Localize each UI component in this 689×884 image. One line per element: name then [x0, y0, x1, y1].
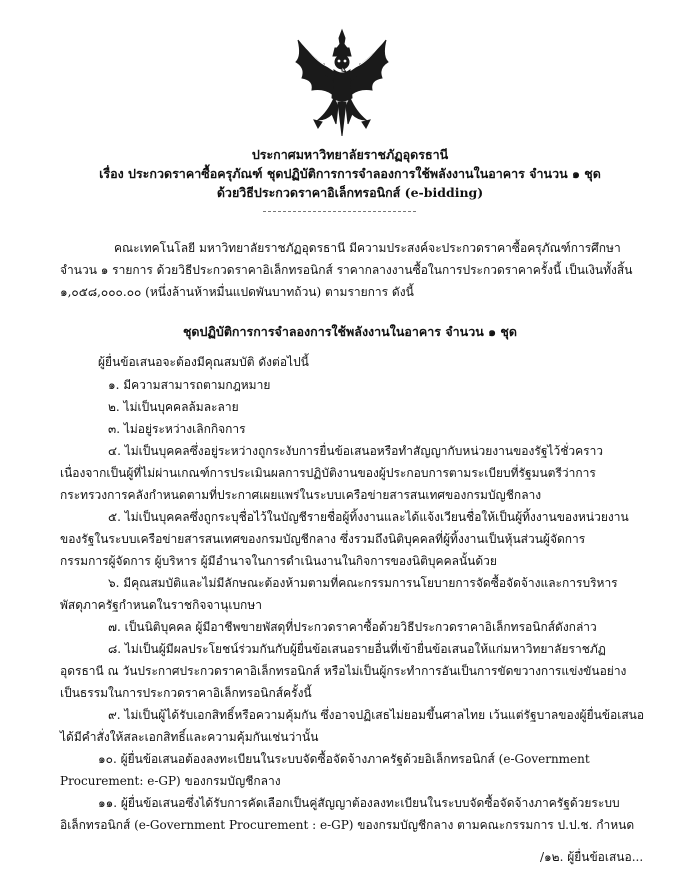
qualification-5-line-3: กรรมการผู้จัดการ ผู้บริหาร ผู้มีอำนาจในการดำเนินงานในกิจการของนิติบุคคลนั้นด้วย [60, 554, 497, 568]
qualification-1: ๑. มีความสามารถตามกฎหมาย [108, 378, 271, 392]
qualification-6-line-1: ๖. มีคุณสมบัติและไม่มีลักษณะต้องห้ามตามที่คณะกรรมการนโยบายการจัดซื้อจัดจ้างและการบริหาร [108, 576, 618, 590]
qualification-2: ๒. ไม่เป็นบุคคลล้มละลาย [108, 400, 239, 414]
intro-line-2: จำนวน ๑ รายการ ด้วยวิธีประกวดราคาอิเล็กทรอนิกส์ ราคากลางงานซื้อในการประกวดราคาครั้งนี้ เป็นเงินทั้งสิ้น [60, 263, 633, 277]
qualification-5-line-2: ของรัฐในระบบเครือข่ายสารสนเทศของกรมบัญชีกลาง ซึ่งรวมถึงนิติบุคคลที่ผู้ทิ้งงานเป็นหุ้นส่วนผู้จัดการ [60, 532, 586, 546]
intro-line-3: ๑,๐๕๘,๐๐๐.๐๐ (หนึ่งล้านห้าหมื่นแปดพันบาทถ้วน) ตามรายการ ดังนี้ [60, 285, 414, 299]
qualification-8-line-2: อุดรธานี ณ วันประกาศประกวดราคาอิเล็กทรอนิกส์ หรือไม่เป็นผู้กระทำการอันเป็นการขัดขวางการแข่งขันอย่าง [60, 664, 627, 678]
qualification-4-line-2: เนื่องจากเป็นผู้ที่ไม่ผ่านเกณฑ์การประเมินผลการปฏิบัติงานของผู้ประกอบการตามระเบียบที่รัฐมนตรีว่าการ [60, 466, 596, 480]
qualification-intro: ผู้ยื่นข้อเสนอจะต้องมีคุณสมบัติ ดังต่อไปนี้ [98, 355, 309, 369]
announcement-method: ด้วยวิธีประกวดราคาอิเล็กทรอนิกส์ (e-bidding) [216, 185, 484, 200]
qualification-10-line-2: Procurement: e-GP) ของกรมบัญชีกลาง [60, 774, 281, 788]
intro-line-1: คณะเทคโนโลยี มหาวิทยาลัยราชภัฏอุดรธานี มีความประสงค์จะประกวดราคาซื้อครุภัณฑ์การศึกษา [114, 241, 621, 255]
qualification-9-line-2: ได้มีคำสั่งให้สละเอกสิทธิ์และความคุ้มกันเช่นว่านั้น [60, 730, 319, 744]
item-title: ชุดปฏิบัติการการจำลองการใช้พลังงานในอาคาร จำนวน ๑ ชุด [182, 324, 518, 339]
qualification-4-line-3: กระทรวงการคลังกำหนดตามที่ประกาศเผยแพร่ในระบบเครือข่ายสารสนเทศของกรมบัญชีกลาง [60, 488, 542, 502]
qualification-4-line-1: ๔. ไม่เป็นบุคคลซึ่งอยู่ระหว่างถูกระงับการยื่นข้อเสนอหรือทำสัญญากับหน่วยงานของรัฐไว้ชั่วคราว [108, 444, 604, 458]
qualification-9-line-1: ๙. ไม่เป็นผู้ได้รับเอกสิทธิ์หรือความคุ้มกัน ซึ่งอาจปฏิเสธไม่ยอมขึ้นศาลไทย เว้นแต่รัฐบาลของผู้ยื่นข้อเสนอ [108, 708, 645, 722]
qualification-7: ๗. เป็นนิติบุคคล ผู้มีอาชีพขายพัสดุที่ประกวดราคาซื้อด้วยวิธีประกวดราคาอิเล็กทรอนิกส์ดังกล่าว [108, 620, 597, 634]
qualification-8-line-3: เป็นธรรมในการประกวดราคาอิเล็กทรอนิกส์ครั้งนี้ [60, 686, 312, 700]
qualification-6-line-2: พัสดุภาครัฐกำหนดในราชกิจจานุเบกษา [60, 598, 262, 612]
qualification-8-line-1: ๘. ไม่เป็นผู้มีผลประโยชน์ร่วมกันกับผู้ยื่นข้อเสนอรายอื่นที่เข้ายื่นข้อเสนอให้แก่มหาวิทยาลัยราชภัฏ [108, 642, 606, 656]
qualification-5-line-1: ๕. ไม่เป็นบุคคลซึ่งถูกระบุชื่อไว้ในบัญชีรายชื่อผู้ทิ้งงานและได้แจ้งเวียนชื่อให้เป็นผู้ทิ้งงานของหน่วยงาน [108, 510, 629, 524]
garuda-emblem [292, 28, 392, 140]
qualification-11-line-2: อิเล็กทรอนิกส์ (e-Government Procurement : e-GP) ของกรมบัญชีกลาง ตามคณะกรรมการ ป.ป.ช. กำหนด [60, 818, 635, 832]
qualification-10-line-1: ๑๐. ผู้ยื่นข้อเสนอต้องลงทะเบียนในระบบจัดซื้อจัดจ้างภาครัฐด้วยอิเล็กทรอนิกส์ (e-Government [98, 752, 590, 766]
announcement-org: ประกาศมหาวิทยาลัยราชภัฏอุดรธานี [251, 147, 449, 162]
qualification-3: ๓. ไม่อยู่ระหว่างเลิกกิจการ [108, 422, 246, 436]
announcement-subject: เรื่อง ประกวดราคาซื้อครุภัณฑ์ ชุดปฏิบัติการการจำลองการใช้พลังงานในอาคาร จำนวน ๑ ชุด [99, 166, 601, 181]
header-separator [263, 211, 416, 212]
continuation-note: /๑๒. ผู้ยื่นข้อเสนอ... [540, 850, 644, 864]
qualification-11-line-1: ๑๑. ผู้ยื่นข้อเสนอซึ่งได้รับการคัดเลือกเป็นคู่สัญญาต้องลงทะเบียนในระบบจัดซื้อจัดจ้างภาครัฐด้วยระบบ [98, 796, 620, 810]
